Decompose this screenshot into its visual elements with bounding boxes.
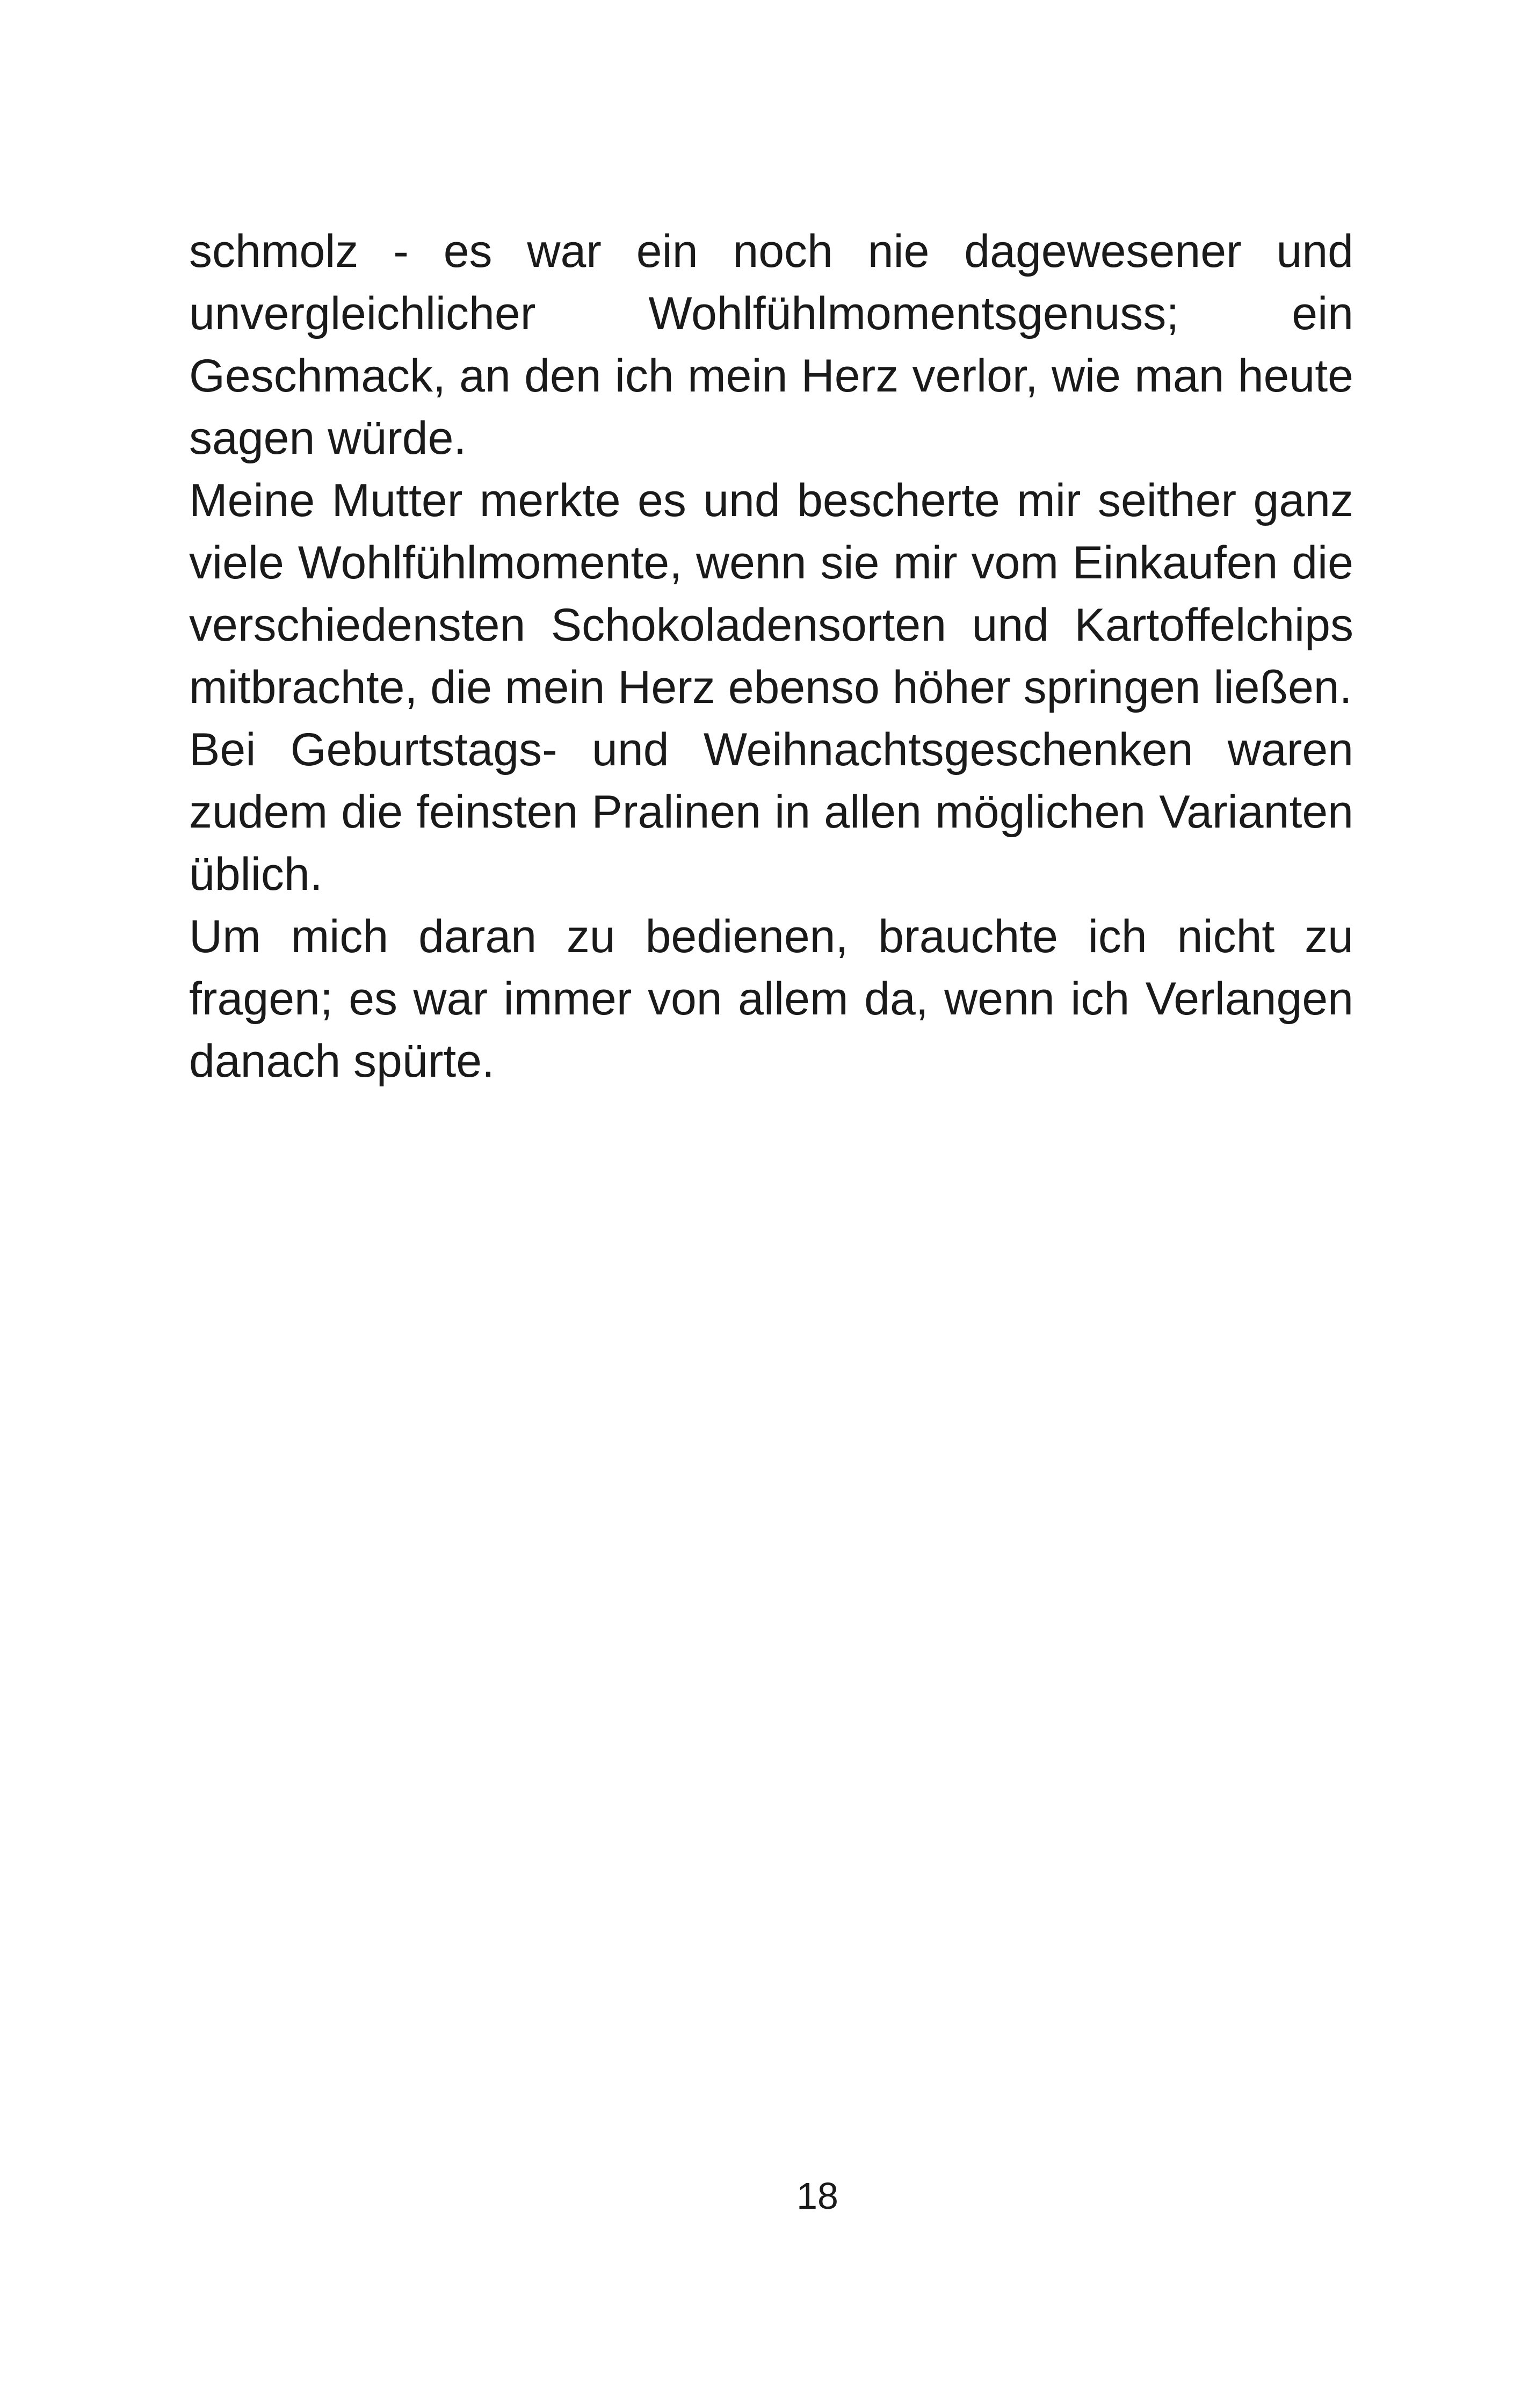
paragraph: schmolz - es war ein noch nie dagewesener und unvergleichlicher Wohlfühlmomentsgenuss; ein Geschmack, an den ich mein Herz verlor, wie man heute sagen würde.	[189, 226, 1353, 464]
page-number: 18	[796, 2175, 838, 2217]
paragraph: Meine Mutter merkte es und bescherte mir seither ganz viele Wohlfühlmomente, wenn sie mir vom Einkaufen die verschiedensten Schokoladensorten und Kartoffelchips mitbrachte, die mein Herz ebenso höher springen ließen.	[189, 475, 1353, 713]
paragraph: Um mich daran zu bedienen, brauchte ich nicht zu fragen; es war immer von allem da, wenn ich Verlangen danach spürte.	[189, 911, 1353, 1087]
body-text	[189, 220, 1353, 1092]
paragraph: Bei Geburtstags- und Weihnachtsgeschenken waren zudem die feinsten Pralinen in allen möglichen Varianten üblich.	[189, 724, 1353, 900]
